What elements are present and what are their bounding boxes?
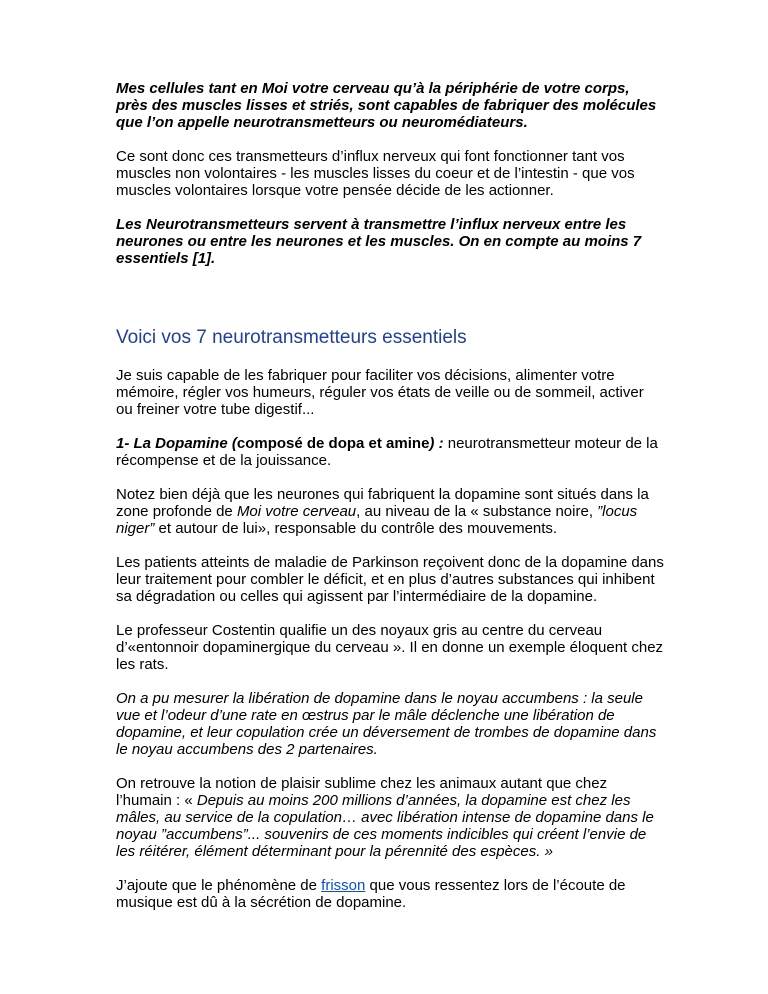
section-paragraph-7 [116,775,664,860]
section-paragraph-8 [116,877,664,911]
intro-paragraph-3: Les Neurotransmetteurs servent à transmettre l’influx nerveux entre les neurones ou entre les neurones et les muscles. On en compte au moins 7 essentiels [1]. [116,216,642,267]
section-paragraph-5: Le professeur Costentin qualifie un des noyaux gris au centre du cerveau d’«entonnoir dopaminergique du cerveau ». Il en donne un exemple éloquent chez les rats. [116,622,664,673]
intro-paragraph-2: Ce sont donc ces transmetteurs d’influx nerveux qui font fonctionner tant vos muscles non volontaires - les muscles lisses du coeur et de l’intestin - que vos muscles volontaires lorsque votre pensée décide de les actionner. [116,148,635,199]
intro-paragraph-1: Mes cellules tant en Moi votre cerveau qu’à la périphérie de votre corps, près des muscles lisses et striés, sont capables de fabriquer des molécules que l’on appelle neurotransmetteurs ou neuromédiateurs. [116,80,657,131]
text-run: J’ajoute que le phénomène de [116,877,322,894]
text-run-italic: ”locus niger” [116,503,638,537]
dopamine-composition: composé de dopa et amine [236,435,430,452]
text-run: que vous ressentez lors de l’écoute de musique est dû à la sécrétion de dopamine. [116,877,626,911]
document-body [116,80,664,928]
section-heading: Voici vos 7 neurotransmetteurs essentiels [116,327,467,348]
text-run: et autour de lui», responsable du contrôle des mouvements. [154,520,558,537]
dopamine-title-close: ) : [429,435,444,452]
quote-italic: Depuis au moins 200 millions d’années, la dopamine est chez les mâles, au service de la copulation… avec libération intense de dopamine dans le noyau ”accumbens”... souvenirs de ces moments indicibles qui créent l’envie de les réitérer, élément déterminant pour la pérennité des espèces. » [116,792,654,860]
section-paragraph-1: Je suis capable de les fabriquer pour faciliter vos décisions, alimenter votre mémoire, régler vos humeurs, réguler vos états de veille ou de sommeil, activer ou freiner votre tube digestif... [116,367,644,418]
text-run-italic: Moi votre cerveau [236,503,357,520]
dopamine-description: neurotransmetteur moteur de la récompense et de la jouissance. [116,435,658,469]
frisson-link[interactable]: frisson [321,877,366,894]
section-paragraph-4: Les patients atteints de maladie de Parkinson reçoivent donc de la dopamine dans leur traitement pour combler le déficit, et en plus d’autres substances qui inhibent sa dégradation ou celles qui agissent par l’intermédiaire de la dopamine. [116,554,664,605]
text-run: On retrouve la notion de plaisir sublime chez les animaux autant que chez l’humain : « [116,775,608,809]
section-paragraph-6: On a pu mesurer la libération de dopamine dans le noyau accumbens : la seule vue et l’odeur d’une rate en œstrus par le mâle déclenche une libération de dopamine, et leur copulation crée un déversement de trombes de dopamine dans le noyau accumbens des 2 partenaires. [116,690,657,758]
text-run: , au niveau de la « substance noire, [356,503,598,520]
dopamine-paragraph [116,435,664,469]
text-run: Notez bien déjà que les neurones qui fabriquent la dopamine sont situés dans la zone profonde de [116,486,649,520]
section-paragraph-3 [116,486,664,537]
dopamine-title: 1- La Dopamine ( [116,435,237,452]
